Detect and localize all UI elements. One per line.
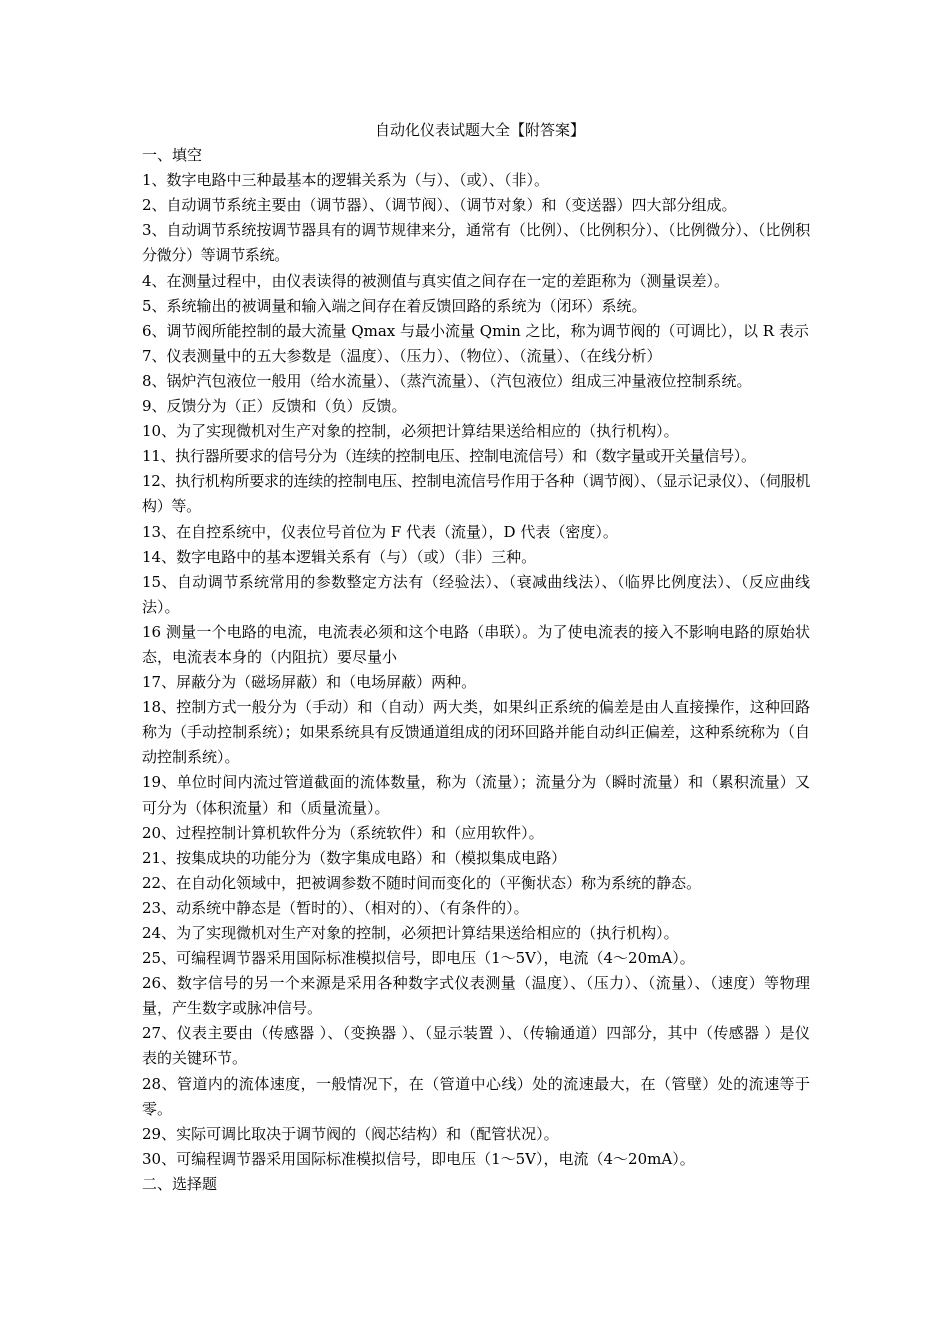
question-11: 11、执行器所要求的信号分为（连续的控制电压、控制电流信号）和（数字量或开关量信号）。 — [142, 447, 756, 466]
document-page — [142, 118, 810, 1197]
question-13: 13、在自控系统中，仪表位号首位为 F 代表（流量），D 代表（密度）。 — [142, 522, 618, 541]
question-2: 2、自动调节系统主要由（调节器）、（调节阀）、（调节对象）和（变送器）四大部分组成。 — [142, 196, 737, 215]
question-7: 7、仪表测量中的五大参数是（温度）、（压力）、（物位）、（流量）、（在线分析） — [142, 346, 662, 365]
question-16: 16 测量一个电路的电流，电流表必须和这个电路（串联）。为了使电流表的接入不影响电路的原始状态，电流表本身的（内阻抗）要尽量小 — [142, 622, 810, 666]
question-4: 4、在测量过程中，由仪表读得的被测值与真实值之间存在一定的差距称为（测量误差）。 — [142, 271, 730, 290]
question-26: 26、数字信号的另一个来源是采用各种数字式仪表测量（温度）、（压力）、（流量）、（速度）等物理量，产生数字或脉冲信号。 — [142, 974, 810, 1018]
question-5: 5、系统输出的被调量和输入端之间存在着反馈回路的系统为（闭环）系统。 — [142, 296, 647, 315]
question-29: 29、实际可调比取决于调节阀的（阀芯结构）和（配管状况）。 — [142, 1124, 559, 1143]
question-6: 6、调节阀所能控制的最大流量 Qmax 与最小流量 Qmin 之比，称为调节阀的（可调比），以 R 表示 — [142, 321, 809, 340]
section-heading-choice: 二、选择题 — [142, 1174, 218, 1193]
question-28: 28、管道内的流体速度，一般情况下，在（管道中心线）处的流速最大，在（管壁）处的流速等于零。 — [142, 1074, 810, 1118]
question-10: 10、为了实现微机对生产对象的控制，必须把计算结果送给相应的（执行机构）。 — [142, 422, 679, 441]
question-9: 9、反馈分为（正）反馈和（负）反馈。 — [142, 397, 407, 416]
question-30: 30、可编程调节器采用国际标准模拟信号，即电压（1～5V），电流（4～20mA）。 — [142, 1149, 695, 1168]
document-title: 自动化仪表试题大全【附答案】 — [374, 121, 585, 139]
section-heading-fill-in: 一、填空 — [142, 146, 203, 165]
question-14: 14、数字电路中的基本逻辑关系有（与）（或）（非）三种。 — [142, 547, 537, 566]
question-23: 23、动系统中静态是（暂时的）、（相对的）、（有条件的）。 — [142, 898, 529, 917]
question-3: 3、自动调节系统按调节器具有的调节规律来分，通常有（比例）、（比例积分）、（比例微分）、（比例积分微分）等调节系统。 — [142, 221, 810, 265]
question-20: 20、过程控制计算机软件分为（系统软件）和（应用软件）。 — [142, 823, 544, 842]
question-19: 19、单位时间内流过管道截面的流体数量，称为（流量）；流量分为（瞬时流量）和（累积流量）又可分为（体积流量）和（质量流量）。 — [142, 773, 810, 817]
question-22: 22、在自动化领域中，把被调参数不随时间而变化的（平衡状态）称为系统的静态。 — [142, 873, 702, 892]
question-17: 17、屏蔽分为（磁场屏蔽）和（电场屏蔽）两种。 — [142, 673, 477, 692]
question-25: 25、可编程调节器采用国际标准模拟信号，即电压（1～5V），电流（4～20mA）。 — [142, 949, 695, 968]
question-24: 24、为了实现微机对生产对象的控制，必须把计算结果送给相应的（执行机构）。 — [142, 924, 679, 942]
question-18: 18、控制方式一般分为（手动）和（自动）两大类，如果纠正系统的偏差是由人直接操作，这种回路称为（手动控制系统）；如果系统具有反馈通道组成的闭环回路并能自动纠正偏差，这种系统称为（自动控制系统）。 — [142, 698, 810, 767]
question-8: 8、锅炉汽包液位一般用（给水流量）、（蒸汽流量）、（汽包液位）组成三冲量液位控制系统。 — [142, 371, 752, 390]
question-27: 27、仪表主要由（传感器 ）、（变换器 ）、（显示装置 ）、（传输通道）四部分，其中（传感器 ）是仪表的关键环节。 — [142, 1024, 810, 1068]
question-1: 1、数字电路中三种最基本的逻辑关系为（与）、（或）、（非）。 — [142, 171, 550, 190]
question-12: 12、执行机构所要求的连续的控制电压、控制电流信号作用于各种（调节阀）、（显示记录仪）、（伺服机构）等。 — [142, 472, 810, 516]
question-21: 21、按集成块的功能分为（数字集成电路）和（模拟集成电路） — [142, 848, 567, 867]
question-15: 15、自动调节系统常用的参数整定方法有（经验法）、（衰减曲线法）、（临界比例度法）、（反应曲线法）。 — [142, 572, 810, 616]
